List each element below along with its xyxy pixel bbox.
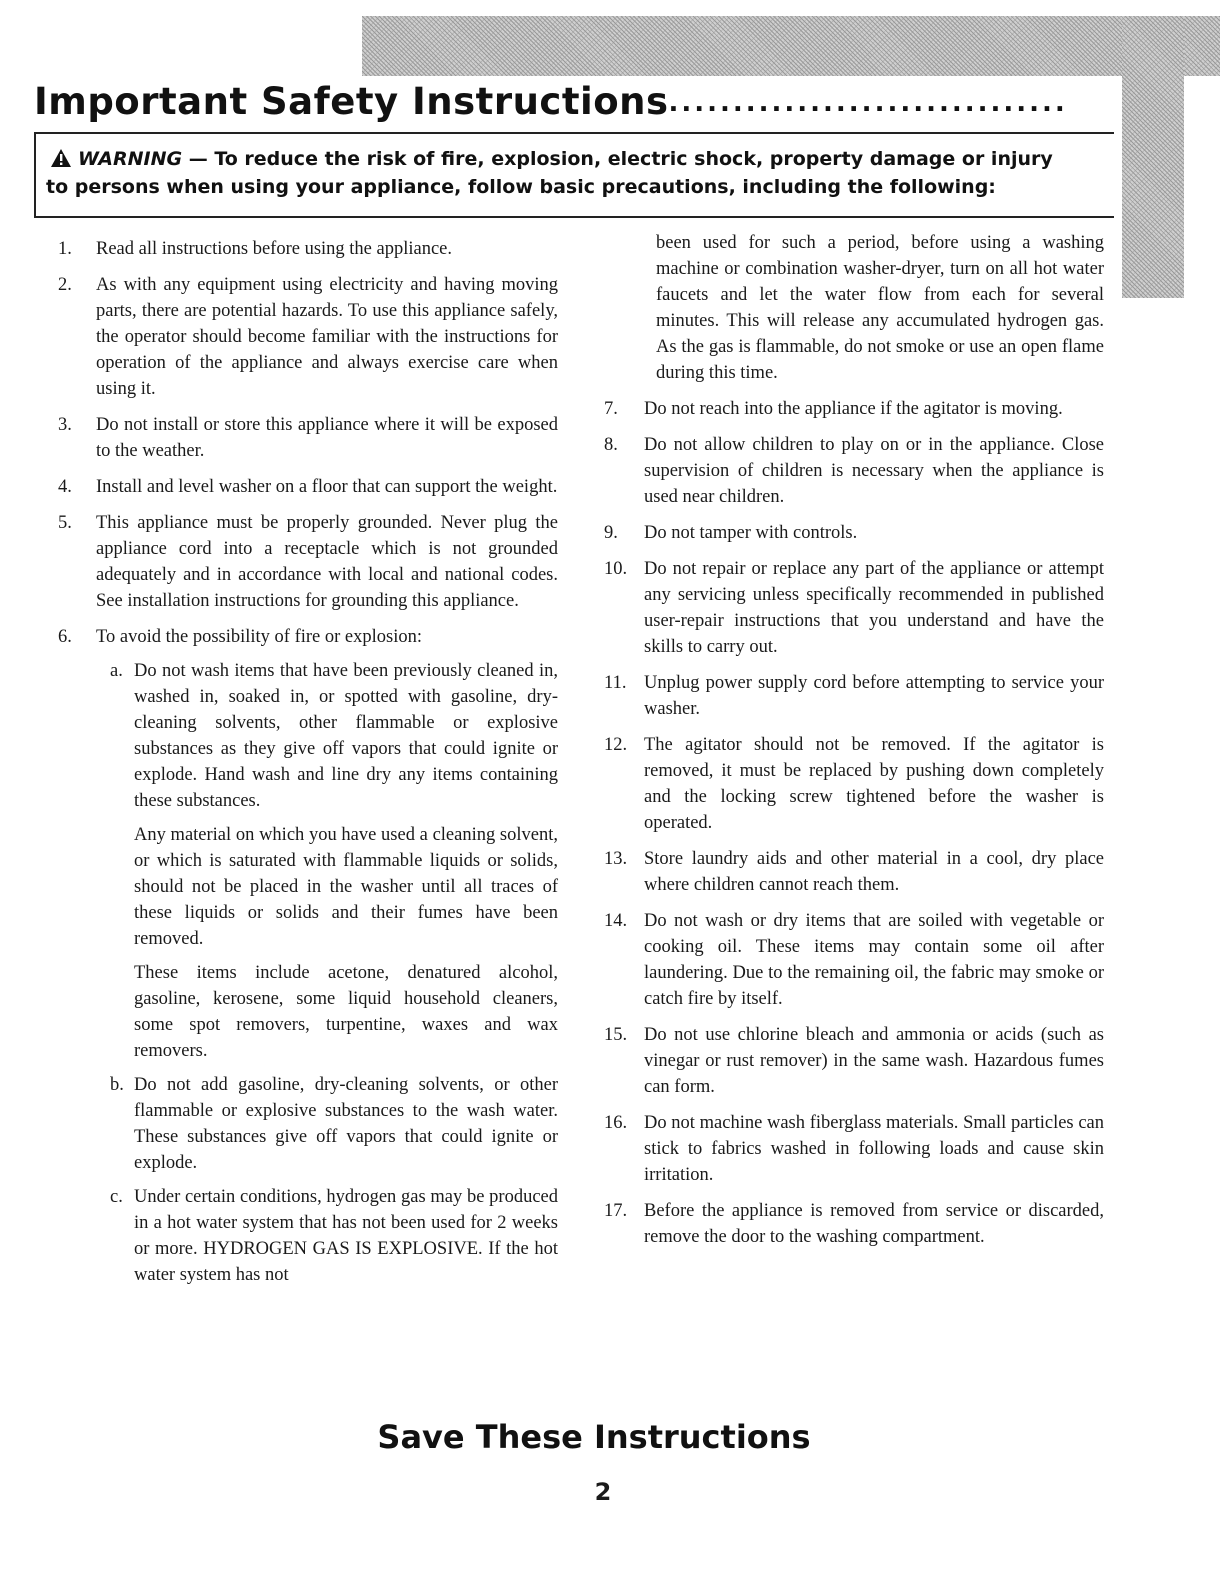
- item-text: Do not install or store this appliance where it will be exposed to the weather.: [96, 415, 558, 461]
- list-item: [604, 556, 1104, 660]
- subitem-b: [96, 1072, 558, 1176]
- subitem-text: Do not wash items that have been previously cleaned in, washed in, soaked in, or spotted with gasoline, dry-cleaning solvents, other flammable or explosive substances as they give off vapors that could ignite or explode. Hand wash and line dry any items containing these substances.: [134, 661, 558, 811]
- item-text: Do not tamper with controls.: [644, 523, 858, 543]
- item-number: 6.: [58, 627, 72, 647]
- page-title: [34, 80, 1068, 123]
- subitem-letter: c.: [110, 1187, 123, 1207]
- item-number: 10.: [604, 559, 628, 579]
- item-number: 4.: [58, 477, 72, 497]
- item-text: This appliance must be properly grounded. Never plug the appliance cord into a receptacle which is not grounded adequately and in accordance with local and national codes. See installation instructions for grounding this appliance.: [96, 513, 558, 611]
- list-item: [58, 510, 558, 614]
- item-text: Install and level washer on a floor that can support the weight.: [96, 477, 558, 497]
- item-number: 1.: [58, 239, 72, 259]
- right-instruction-list: [604, 396, 1104, 1250]
- item-number: 8.: [604, 435, 618, 455]
- item-text: Before the appliance is removed from service or discarded, remove the door to the washing compartment.: [644, 1201, 1104, 1247]
- warning-label: WARNING: [78, 148, 183, 170]
- list-item: [604, 732, 1104, 836]
- item-number: 14.: [604, 911, 628, 931]
- list-item: [604, 908, 1104, 1012]
- save-instructions-heading: Save These Instructions: [377, 1418, 811, 1456]
- item-number: 13.: [604, 849, 628, 869]
- item-text: Do not use chlorine bleach and ammonia or acids (such as vinegar or rust remover) in the same wash. Hazardous fumes can form.: [644, 1025, 1104, 1097]
- item-text: Do not wash or dry items that are soiled with vegetable or cooking oil. These items may contain some oil after laundering. Due to the remaining oil, the fabric may smoke or catch fire by itself.: [644, 911, 1104, 1009]
- item-text: Do not allow children to play on or in the appliance. Close supervision of children is necessary when the appliance is used near children.: [644, 435, 1104, 507]
- list-item: [58, 412, 558, 464]
- list-item: [604, 1110, 1104, 1188]
- list-item: [604, 670, 1104, 722]
- warning-line-1: [50, 148, 1053, 170]
- header-decorative-band: [362, 16, 1220, 76]
- item-number: 15.: [604, 1025, 628, 1045]
- item-text: Read all instructions before using the appliance.: [96, 239, 453, 259]
- subitem-a: [96, 658, 558, 1064]
- list-item: [58, 474, 558, 500]
- item-number: 7.: [604, 399, 618, 419]
- subitem-text: Under certain conditions, hydrogen gas may be produced in a hot water system that has not been used for 2 weeks or more. HYDROGEN GAS IS EXPLOSIVE. If the hot water system has not: [134, 1187, 558, 1285]
- subitem-paragraph: These items include acetone, denatured alcohol, gasoline, kerosene, some liquid household cleaners, some spot removers, turpentine, waxes and wax removers.: [134, 963, 558, 1061]
- subitem-paragraph: Any material on which you have used a cleaning solvent, or which is saturated with flammable liquids or solids, should not be placed in the washer until all traces of these liquids or solids and their fumes have been removed.: [134, 825, 558, 949]
- list-item: [58, 624, 558, 1288]
- item-number: 16.: [604, 1113, 628, 1133]
- item-number: 17.: [604, 1201, 628, 1221]
- item-text: As with any equipment using electricity and having moving parts, there are potential hazards. To use this appliance safely, the operator should become familiar with the instructions for operation of the appliance and always exercise care when using it.: [96, 275, 558, 399]
- list-item: [604, 1022, 1104, 1100]
- list-item: [604, 396, 1104, 422]
- subitem-c: [96, 1184, 558, 1288]
- item-number: 5.: [58, 513, 72, 533]
- item-number: 11.: [604, 673, 627, 693]
- item-text: To avoid the possibility of fire or explosion:: [96, 627, 423, 647]
- left-instruction-list: [58, 236, 558, 1288]
- list-item: [58, 236, 558, 262]
- subitem-text: Do not add gasoline, dry-cleaning solvents, or other flammable or explosive substances to the wash water. These substances give off vapors that could ignite or explode.: [134, 1075, 558, 1173]
- item-number: 2.: [58, 275, 72, 295]
- item-text: Do not reach into the appliance if the agitator is moving.: [644, 399, 1063, 419]
- page-title-text: Important Safety Instructions: [34, 80, 669, 123]
- warning-box: [34, 132, 1114, 218]
- page-number: 2: [594, 1478, 612, 1506]
- title-leader-dots: ...............................: [668, 88, 1068, 118]
- list-item: [604, 1198, 1104, 1250]
- side-decorative-band: [1122, 16, 1184, 298]
- list-item: [58, 272, 558, 402]
- list-item: [604, 846, 1104, 898]
- list-item: [604, 520, 1104, 546]
- item-text: Unplug power supply cord before attempting to service your washer.: [644, 673, 1104, 719]
- item-text: Do not machine wash fiberglass materials. Small particles can stick to fabrics washed in following loads and cause skin irritation.: [644, 1113, 1104, 1185]
- warning-triangle-icon: [50, 148, 72, 168]
- item-text: Store laundry aids and other material in a cool, dry place where children cannot reach them.: [644, 849, 1104, 895]
- item-text: Do not repair or replace any part of the appliance or attempt any servicing unless specifically recommended in published user-repair instructions that you understand and have the skills to carry out.: [644, 559, 1104, 657]
- item-text: The agitator should not be removed. If the agitator is removed, it must be replaced by pushing down completely and the locking screw tightened before the washer is operated.: [644, 735, 1104, 833]
- list-item: [604, 432, 1104, 510]
- left-column: [58, 236, 558, 1298]
- subitem-c-continued: been used for such a period, before using a washing machine or combination washer-dryer, turn on all hot water faucets and let the water flow from each for several minutes. This will release any accumulated hydrogen gas. As the gas is flammable, do not smoke or use an open flame during this time.: [656, 233, 1104, 383]
- subitem-letter: a.: [110, 661, 123, 681]
- item-number: 3.: [58, 415, 72, 435]
- warning-line-2: to persons when using your appliance, follow basic precautions, including the following:: [46, 176, 996, 198]
- right-column: [604, 230, 1104, 1260]
- subitem-letter: b.: [110, 1075, 124, 1095]
- warning-text-1: — To reduce the risk of fire, explosion, electric shock, property damage or injury: [182, 148, 1053, 170]
- item-number: 9.: [604, 523, 618, 543]
- item-number: 12.: [604, 735, 628, 755]
